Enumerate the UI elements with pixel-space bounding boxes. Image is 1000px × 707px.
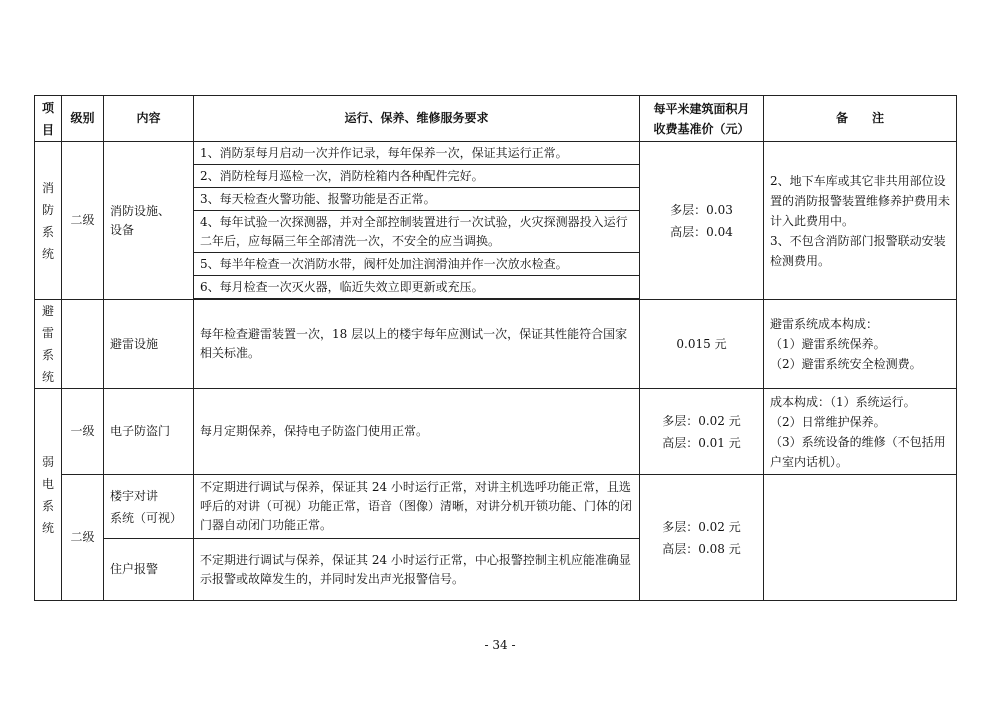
fire-req-1: 1、消防泵每月启动一次并作记录，每年保养一次，保证其运行正常。 <box>194 142 640 165</box>
fire-req-6: 6、每月检查一次灭火器，临近失效立即更新或充压。 <box>194 276 640 299</box>
fire-req-3: 3、每天检查火警功能、报警功能是否正常。 <box>194 188 640 211</box>
header-content: 内容 <box>104 96 194 142</box>
fire-note: 2、地下车库或其它非共用部位设置的消防报警装置维修养护费用未计入此费用中。 3、不包含消防部门报警联动安装检测费用。 <box>764 142 957 300</box>
weak-level-2: 二级 <box>62 475 104 601</box>
weak-req-1: 每月定期保养，保持电子防盗门使用正常。 <box>194 389 640 475</box>
weak-item: 弱 电 系 统 <box>35 389 62 601</box>
header-requirements: 运行、保养、维修服务要求 <box>194 96 640 142</box>
header-notes: 备 注 <box>764 96 957 142</box>
fire-price: 多层：0.03 高层：0.04 <box>640 142 764 300</box>
fire-req-5: 5、每半年检查一次消防水带，阀杆处加注润滑油并作一次放水检查。 <box>194 253 640 276</box>
fire-req-2: 2、消防栓每月巡检一次，消防栓箱内各种配件完好。 <box>194 165 640 188</box>
lightning-item: 避 雷 系 统 <box>35 300 62 389</box>
lightning-price: 0.015 元 <box>640 300 764 389</box>
header-row <box>35 96 957 142</box>
lightning-level <box>62 300 104 389</box>
lightning-note: 避雷系统成本构成： （1）避雷系统保养。 （2）避雷系统安全检测费。 <box>764 300 957 389</box>
weak-note-2 <box>764 475 957 601</box>
header-price: 每平米建筑面积月 收费基准价（元） <box>640 96 764 142</box>
weak-note-1: 成本构成：（1）系统运行。 （2）日常维护保养。 （3）系统设备的维修（不包括用户室内话机）。 <box>764 389 957 475</box>
header-item: 项 目 <box>35 96 62 142</box>
weak-level-1: 一级 <box>62 389 104 475</box>
service-standards-table <box>34 95 957 601</box>
fire-req-4: 4、每年试验一次探测器，并对全部控制装置进行一次试验，火灾探测器投入运行二年后，应每隔三年全部清洗一次，不安全的应当调换。 <box>194 211 640 253</box>
page-number: - 34 - <box>484 638 516 652</box>
weak-content-3: 住户报警 <box>104 539 194 601</box>
lightning-row <box>35 300 957 389</box>
weak-price-2: 多层：0.02 元 高层：0.08 元 <box>640 475 764 601</box>
weak-content-2: 楼宇对讲 系统（可视） <box>104 475 194 539</box>
fire-level: 二级 <box>62 142 104 300</box>
lightning-req: 每年检查避雷装置一次，18 层以上的楼宇每年应测试一次，保证其性能符合国家相关标准。 <box>194 300 640 389</box>
weak-req-2: 不定期进行调试与保养，保证其 24 小时运行正常，对讲主机选呼功能正常，且选呼后的对讲（可视）功能正常，语音（图像）清晰，对讲分机开锁功能、门体的闭门器自动闭门功能正常。 <box>194 475 640 539</box>
fire-item: 消 防 系 统 <box>35 142 62 300</box>
header-level: 级别 <box>62 96 104 142</box>
weak-req-3: 不定期进行调试与保养，保证其 24 小时运行正常，中心报警控制主机应能准确显示报警或故障发生的，并同时发出声光报警信号。 <box>194 539 640 601</box>
fire-content: 消防设施、 设备 <box>104 142 194 300</box>
lightning-content: 避雷设施 <box>104 300 194 389</box>
fire-row-1 <box>35 142 957 165</box>
weak-content-1: 电子防盗门 <box>104 389 194 475</box>
weak-row-2 <box>35 475 957 539</box>
weak-row-1 <box>35 389 957 475</box>
weak-price-1: 多层：0.02 元 高层：0.01 元 <box>640 389 764 475</box>
